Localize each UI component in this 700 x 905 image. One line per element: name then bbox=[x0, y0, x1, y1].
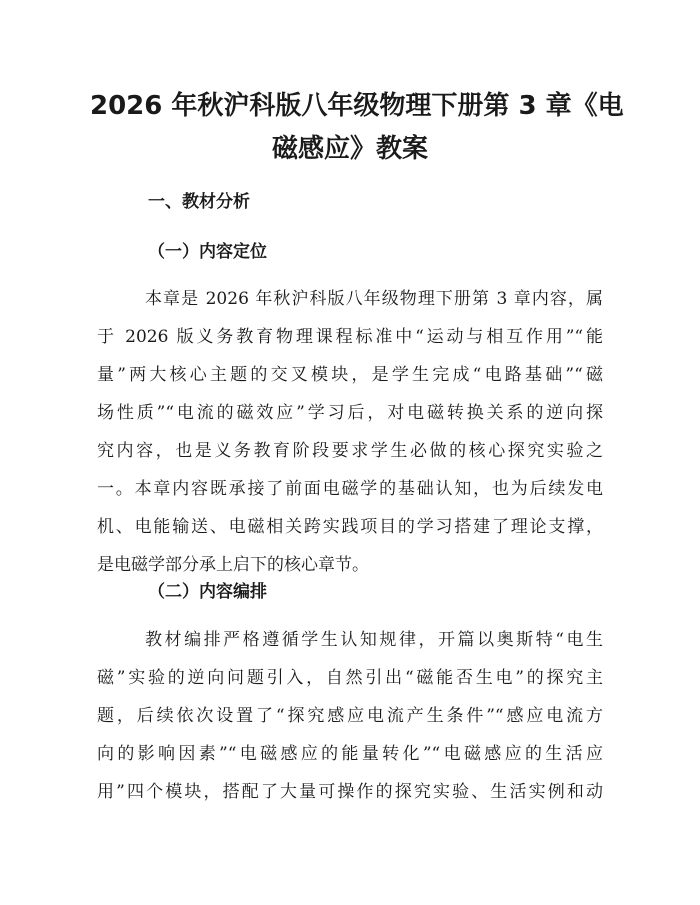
paragraph-line: 本章是 2026 年秋沪科版八年级物理下册第 3 章内容，属 bbox=[145, 289, 603, 309]
paragraph-line: 是电磁学部分承上启下的核心章节。 bbox=[97, 555, 369, 575]
subsection-heading-content-positioning: （一）内容定位 bbox=[148, 242, 267, 262]
paragraph-line: 于 2026 版义务教育物理课程标准中“运动与相互作用”“能 bbox=[97, 327, 603, 347]
document-title-line-2: 磁感应》教案 bbox=[271, 134, 428, 164]
paragraph-line: 磁”实验的逆向问题引入，自然引出“磁能否生电”的探究主 bbox=[97, 668, 603, 688]
paragraph-line: 量”两大核心主题的交叉模块，是学生完成“电路基础”“磁 bbox=[97, 365, 603, 385]
subsection-heading-content-arrangement: （二）内容编排 bbox=[148, 582, 267, 602]
paragraph-content-arrangement bbox=[97, 621, 603, 811]
paragraph-line: 一。本章内容既承接了前面电磁学的基础认知，也为后续发电 bbox=[97, 479, 603, 499]
paragraph-line: 究内容，也是义务教育阶段要求学生必做的核心探究实验之 bbox=[97, 441, 603, 461]
paragraph-line: 机、电能输送、电磁相关跨实践项目的学习搭建了理论支撑， bbox=[97, 517, 603, 537]
paragraph-line: 场性质”“电流的磁效应”学习后，对电磁转换关系的逆向探 bbox=[97, 403, 603, 423]
paragraph-content-positioning bbox=[97, 280, 603, 584]
paragraph-line: 向的影响因素”“电磁感应的能量转化”“电磁感应的生活应 bbox=[97, 744, 603, 764]
paragraph-line: 教材编排严格遵循学生认知规律，开篇以奥斯特“电生 bbox=[145, 630, 603, 650]
paragraph-line: 用”四个模块，搭配了大量可操作的探究实验、生活实例和动 bbox=[97, 782, 603, 802]
section-heading-teaching-material-analysis: 一、教材分析 bbox=[148, 192, 250, 212]
document-title-line-1: 2026 年秋沪科版八年级物理下册第 3 章《电 bbox=[90, 91, 624, 121]
paragraph-line: 题，后续依次设置了“探究感应电流产生条件”“感应电流方 bbox=[97, 706, 603, 726]
